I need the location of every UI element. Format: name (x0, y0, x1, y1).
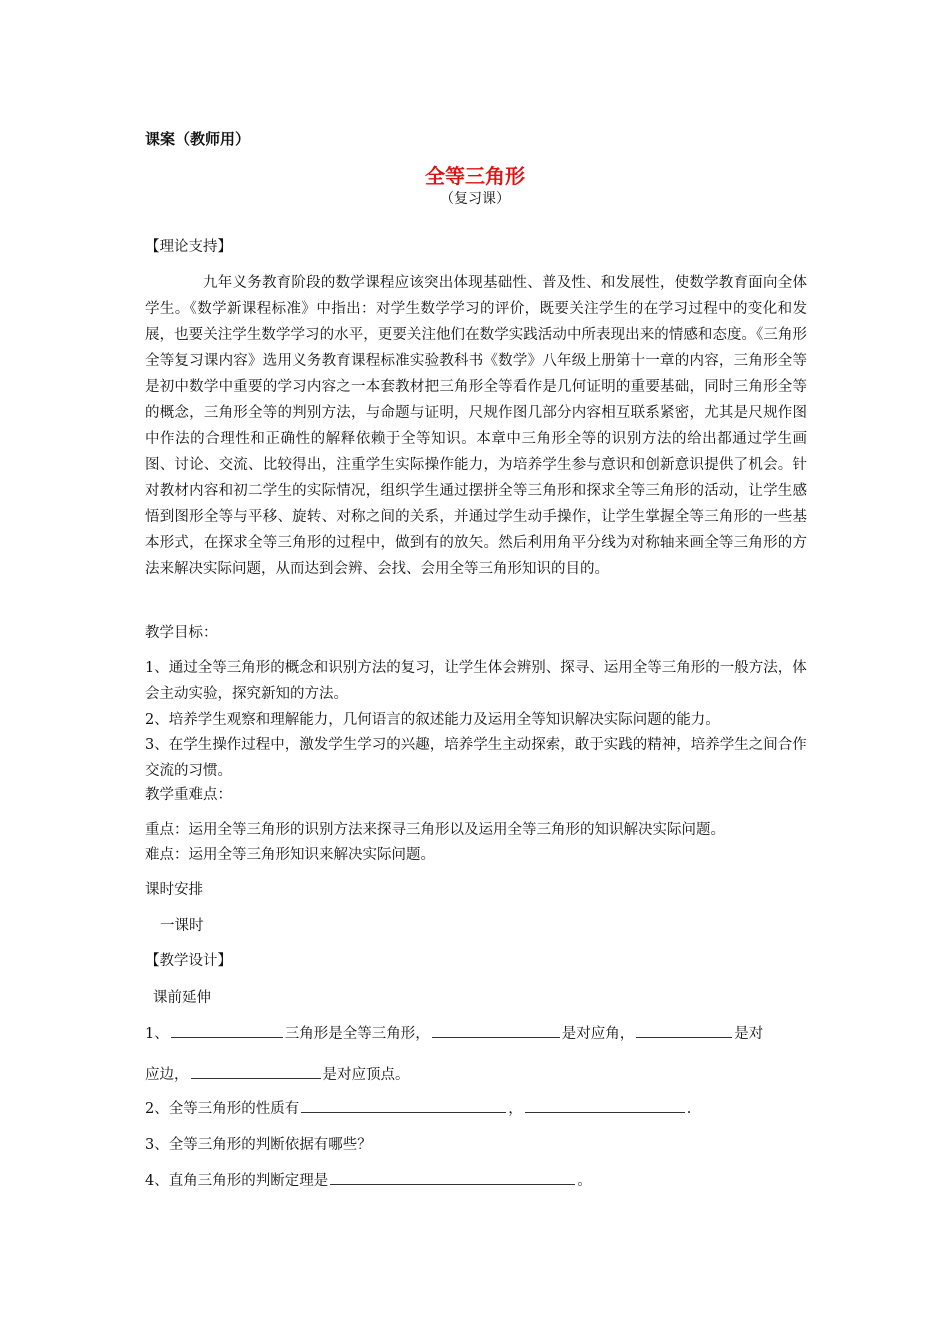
page-title: 全等三角形 (425, 164, 525, 188)
design-heading: 【教学设计】 (145, 953, 232, 969)
answer-blank[interactable] (636, 1023, 732, 1038)
question-1-continued (145, 1062, 810, 1088)
question-4 (145, 1168, 810, 1194)
key-point: 重点：运用全等三角形的识别方法来探寻三角形以及运用全等三角形的知识解决实际问题。 (145, 822, 725, 838)
answer-blank[interactable] (191, 1064, 321, 1079)
question-2 (145, 1096, 810, 1122)
page-subtitle: （复习课） (440, 191, 510, 207)
schedule-heading: 课时安排 (145, 882, 203, 898)
objectives-heading: 教学目标： (145, 625, 218, 641)
question-1-part3: 是对 (734, 1026, 764, 1042)
theory-heading: 【理论支持】 (145, 239, 232, 255)
answer-blank[interactable] (432, 1023, 560, 1038)
question-4-end: 。 (577, 1173, 592, 1189)
difficult-point: 难点：运用全等三角形知识来解决实际问题。 (145, 847, 435, 863)
question-2-separator: ， (508, 1101, 523, 1117)
objective-item-1: 1、通过全等三角形的概念和识别方法的复习，让学生体会辨别、探寻、运用全等三角形的一般方法，体会主动实验，探究新知的方法。 (145, 660, 807, 702)
question-1-part2: 是对应角， (561, 1026, 635, 1042)
question-1-prefix: 1、 (145, 1026, 169, 1042)
objective-item-2: 2、培养学生观察和理解能力，几何语言的叙述能力及运用全等知识解决实际问题的能力。 (145, 712, 720, 728)
objective-item-3: 3、在学生操作过程中，激发学生学习的兴趣，培养学生主动探索，敢于实践的精神，培养学生之间合作交流的习惯。 (145, 737, 807, 779)
answer-blank[interactable] (171, 1023, 283, 1038)
schedule-value: 一课时 (160, 918, 204, 934)
question-3: 3、全等三角形的判断依据有哪些？ (145, 1137, 372, 1153)
answer-blank[interactable] (330, 1170, 575, 1185)
answer-blank[interactable] (301, 1098, 506, 1113)
question-1 (145, 1021, 810, 1047)
question-2-prefix: 2、全等三角形的性质有 (145, 1101, 300, 1117)
keypoints-heading: 教学重难点： (145, 787, 232, 803)
doc-label: 课案（教师用） (145, 130, 251, 148)
answer-blank[interactable] (525, 1098, 685, 1113)
question-1-line2-prefix: 应边， (145, 1067, 189, 1083)
question-4-prefix: 4、直角三角形的判断定理是 (145, 1173, 329, 1189)
question-1-part1: 三角形是全等三角形， (284, 1026, 430, 1042)
design-subheading: 课前延伸 (153, 990, 211, 1006)
question-1-line2-suffix: 是对应顶点。 (322, 1067, 410, 1083)
question-2-end: . (686, 1101, 692, 1117)
theory-paragraph: 九年义务教育阶段的数学课程应该突出体现基础性、普及性、和发展性，使数学教育面向全体学生。《数学新课程标准》中指出：对学生数学学习的评价，既要关注学生的在学习过程中的变化和发展，也要关注学生数学学习的水平，更要关注他们在数学实践活动中所表现出来的情感和态度。《三角形全等复习课内容》选用义务教育课程标准实验教科书《数学》八年级上册第十一章的内容，三角形全等是初中数学中重要的学习内容之一本套教材把三角形全等看作是几何证明的重要基础，同时三角形全等的概念，三角形全等的判别方法，与命题与证明，尺规作图几部分内容相互联系紧密，尤其是尺规作图中作法的合理性和正确性的解释依赖于全等知识。本章中三角形全等的识别方法的给出都通过学生画图、讨论、交流、比较得出，注重学生实际操作能力，为培养学生参与意识和创新意识提供了机会。针对教材内容和初二学生的实际情况，组织学生通过摆拼全等三角形和探求全等三角形的活动，让学生感悟到图形全等与平移、旋转、对称之间的关系，并通过学生动手操作，让学生掌握全等三角形的一些基本形式，在探求全等三角形的过程中，做到有的放矢。然后利用角平分线为对称轴来画全等三角形的方法来解决实际问题，从而达到会辨、会找、会用全等三角形知识的目的。 (145, 275, 807, 577)
